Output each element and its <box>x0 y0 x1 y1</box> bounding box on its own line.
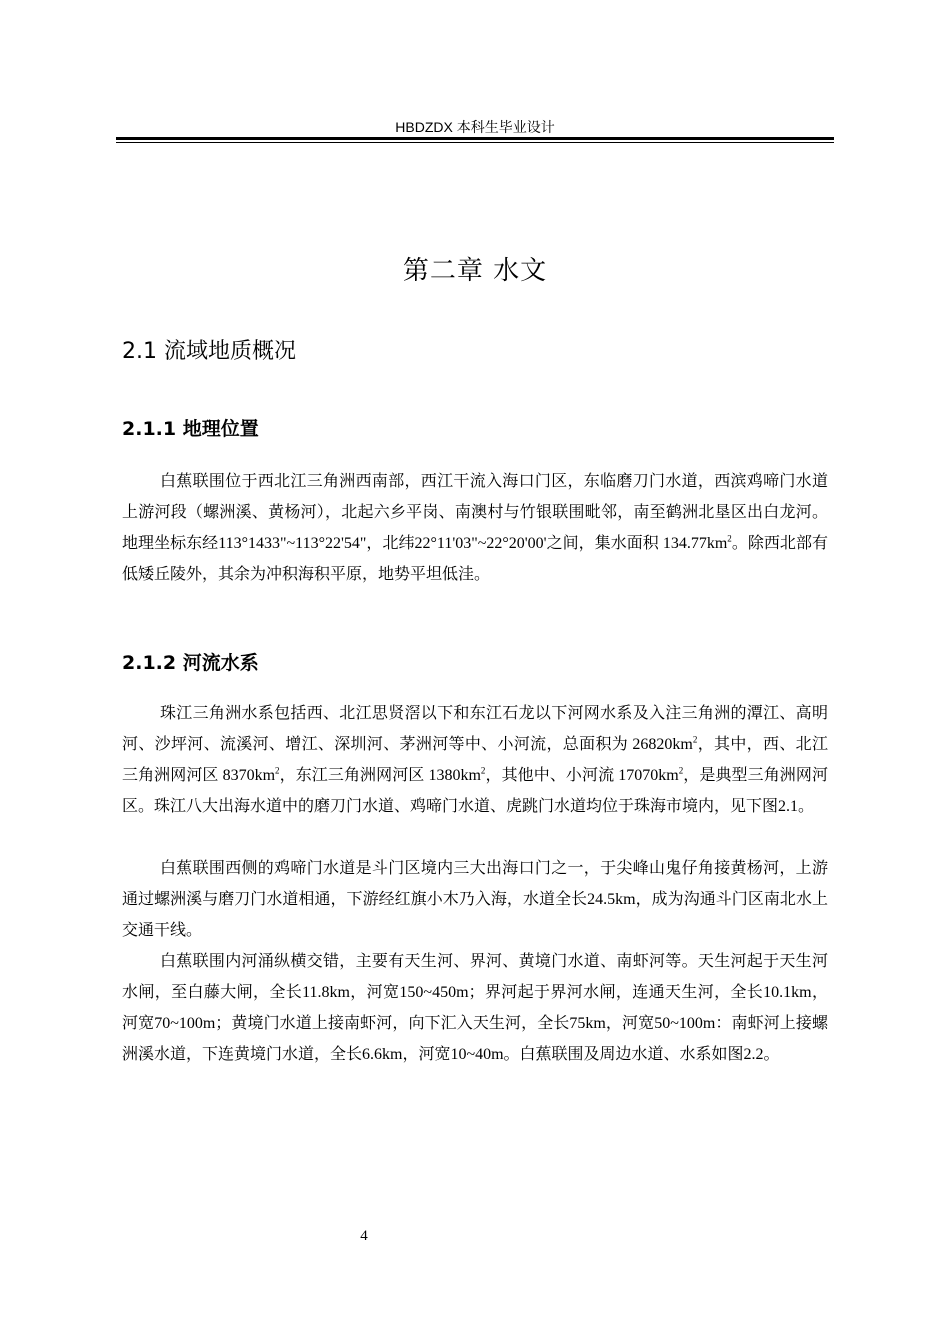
text-span: ，是典型三角洲网河区。珠江八大出海水道中的磨刀门水道、鸡啼门水道、虎跳门水道均位于珠海市境内，见下图2.1。 <box>122 767 828 815</box>
subsection-title-river-system: 2.1.2 河流水系 <box>122 652 259 674</box>
section-title: 2.1 流域地质概况 <box>122 339 296 364</box>
text-span: 。除西北部有低矮丘陵外，其余为冲积海积平原，地势平坦低洼。 <box>122 535 828 583</box>
paragraph-river-system-2: 白蕉联围西侧的鸡啼门水道是斗门区境内三大出海口门之一，于尖峰山鬼仔角接黄杨河，上游通过螺洲溪与磨刀门水道相通，下游经红旗小木乃入海，水道全长24.5km，成为沟通斗门区南北水上交通干线。 <box>122 860 828 939</box>
text-span: ，东江三角洲网河区 1380km <box>279 767 481 784</box>
subsection-title-location: 2.1.1 地理位置 <box>122 418 259 440</box>
text-span: ，其中，西、北江三角洲网河区 8370km <box>122 736 828 784</box>
header-rule-thin <box>116 142 834 143</box>
chapter-title: 第二章 水文 <box>402 256 548 286</box>
page-header: HBDZDX 本科生毕业设计 <box>395 119 555 135</box>
superscript: 2 <box>727 533 732 544</box>
superscript: 2 <box>275 765 280 776</box>
text-span: 白蕉联围位于西北江三角洲西南部，西江干流入海口门区，东临磨刀门水道，西滨鸡啼门水道上游河段（螺洲溪、黄杨河），北起六乡平岗、南澳村与竹银联围毗邻，南至鹤洲北垦区出白龙河。地理坐标东经113°1433"~113°22'54"，北纬22°11'03"~22°20'00'之间，集水面积 134.77km <box>122 473 828 552</box>
text-span: ，其他中、小河流 17070km <box>485 767 679 784</box>
superscript: 2 <box>692 734 698 745</box>
text-span: 珠江三角洲水系包括西、北江思贤滘以下和东江石龙以下河网水系及入注三角洲的潭江、高明河、沙坪河、流溪河、增江、深圳河、茅洲河等中、小河流，总面积为 26820km <box>122 705 828 753</box>
paragraph-river-system-1 <box>122 698 828 822</box>
header-rule-thick <box>116 137 834 140</box>
superscript: 2 <box>678 765 684 776</box>
paragraph-river-system-3: 白蕉联围内河涌纵横交错，主要有天生河、界河、黄境门水道、南虾河等。天生河起于天生河水闸，至白藤大闸，全长11.8km，河宽150~450m；界河起于界河水闸，连通天生河，全长10.1km，河宽70~100m；黄境门水道上接南虾河，向下汇入天生河，全长75km，河宽50~100m：南虾河上接螺洲溪水道，下连黄境门水道，全长6.6km，河宽10~40m。白蕉联围及周边水道、水系如图2.2。 <box>122 953 828 1063</box>
superscript: 2 <box>480 765 486 776</box>
paragraph-location <box>122 466 828 590</box>
page-number: 4 <box>360 1228 368 1244</box>
